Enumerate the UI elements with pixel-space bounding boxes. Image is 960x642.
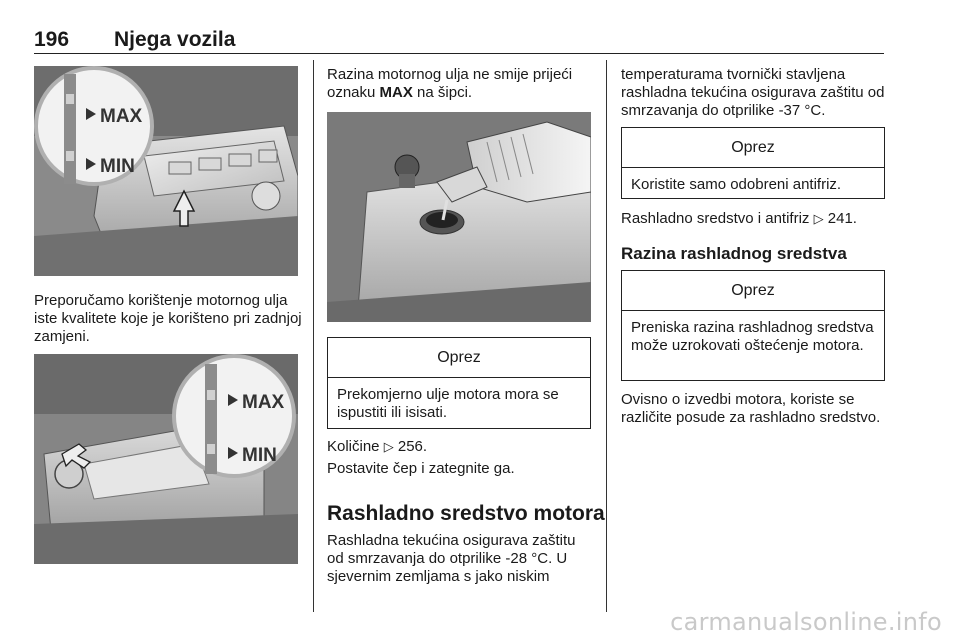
coolant-paragraph bbox=[327, 532, 595, 586]
max-emphasis: MAX bbox=[379, 84, 413, 101]
antifreeze-ref-link[interactable]: 241. bbox=[827, 210, 857, 227]
text: na šipci. bbox=[412, 84, 473, 101]
engine-illustration bbox=[34, 66, 298, 276]
engine-illustration bbox=[34, 354, 298, 564]
column-3-intro bbox=[621, 66, 891, 120]
column-divider bbox=[313, 60, 314, 612]
ref-arrow-icon: ▷ bbox=[383, 439, 394, 454]
caution-body: Prekomjerno ulje motora mora se ispustiti ili isisati. bbox=[337, 386, 559, 421]
caution-title: Oprez bbox=[622, 128, 884, 168]
page-number: 196 bbox=[34, 28, 70, 51]
quantities-line bbox=[327, 438, 595, 456]
caution-title: Oprez bbox=[622, 271, 884, 311]
coolant-text: Rashladna tekućina osigurava zaštitu od smrzavanja do otprilike -28 °C. U sjevernim zemljama s jako niskim bbox=[327, 532, 576, 585]
coolant-continued-text: temperaturama tvornički stavljena rashladna tekućina osigurava zaštitu od smrzavanja do otprilike -37 °C. bbox=[621, 66, 885, 119]
page-title: Njega vozila bbox=[114, 28, 236, 51]
engine-oil-dipstick-figure-2 bbox=[34, 354, 298, 564]
subsection-title-coolant-level: Razina rashladnog sredstva bbox=[621, 244, 847, 263]
caution-box-coolant-level bbox=[621, 270, 885, 381]
coolant-reservoir-paragraph bbox=[621, 391, 885, 427]
quantities-text: Količine bbox=[327, 438, 380, 455]
min-label: MIN bbox=[100, 156, 135, 177]
caution-body: Koristite samo odobreni antifriz. bbox=[631, 176, 842, 193]
engine-oil-dipstick-figure bbox=[34, 66, 298, 276]
antifreeze-ref-line bbox=[621, 210, 891, 228]
reservoir-text: Ovisno o izvedbi motora, koriste se različite posude za rashladno sredstvo. bbox=[621, 391, 881, 426]
antifreeze-ref-text: Rashladno sredstvo i antifriz bbox=[621, 210, 810, 227]
close-cap-line bbox=[327, 460, 595, 478]
caution-body: Preniska razina rashladnog sredstva može uzrokovati oštećenje motora. bbox=[631, 319, 874, 354]
caution-title: Oprez bbox=[328, 338, 590, 378]
ref-arrow-icon: ▷ bbox=[813, 211, 824, 226]
caution-box-antifreeze bbox=[621, 127, 885, 199]
oil-level-paragraph bbox=[327, 66, 595, 102]
max-label: MAX bbox=[100, 106, 143, 127]
page-header bbox=[34, 26, 884, 54]
caution-box-oil bbox=[327, 337, 591, 429]
text: Razina motornog ulja ne smije prijeći oznaku bbox=[327, 66, 573, 101]
oil-filling-figure bbox=[327, 112, 591, 322]
column-divider bbox=[606, 60, 607, 612]
column-2-intro bbox=[327, 66, 595, 102]
watermark: carmanualsonline.info bbox=[670, 608, 942, 636]
paragraph: Preporučamo korištenje motornog ulja iste kvalitete koje je korišteno pri zadnjoj zamjeni. bbox=[34, 292, 302, 345]
column-1-text bbox=[34, 292, 302, 346]
section-title-coolant: Rashladno sredstvo motora bbox=[327, 502, 605, 525]
min-label: MIN bbox=[242, 445, 277, 466]
quantities-ref-link[interactable]: 256. bbox=[397, 438, 428, 455]
close-cap-text: Postavite čep i zategnite ga. bbox=[327, 460, 515, 477]
oil-filling-illustration bbox=[327, 112, 591, 322]
max-label: MAX bbox=[242, 392, 285, 413]
